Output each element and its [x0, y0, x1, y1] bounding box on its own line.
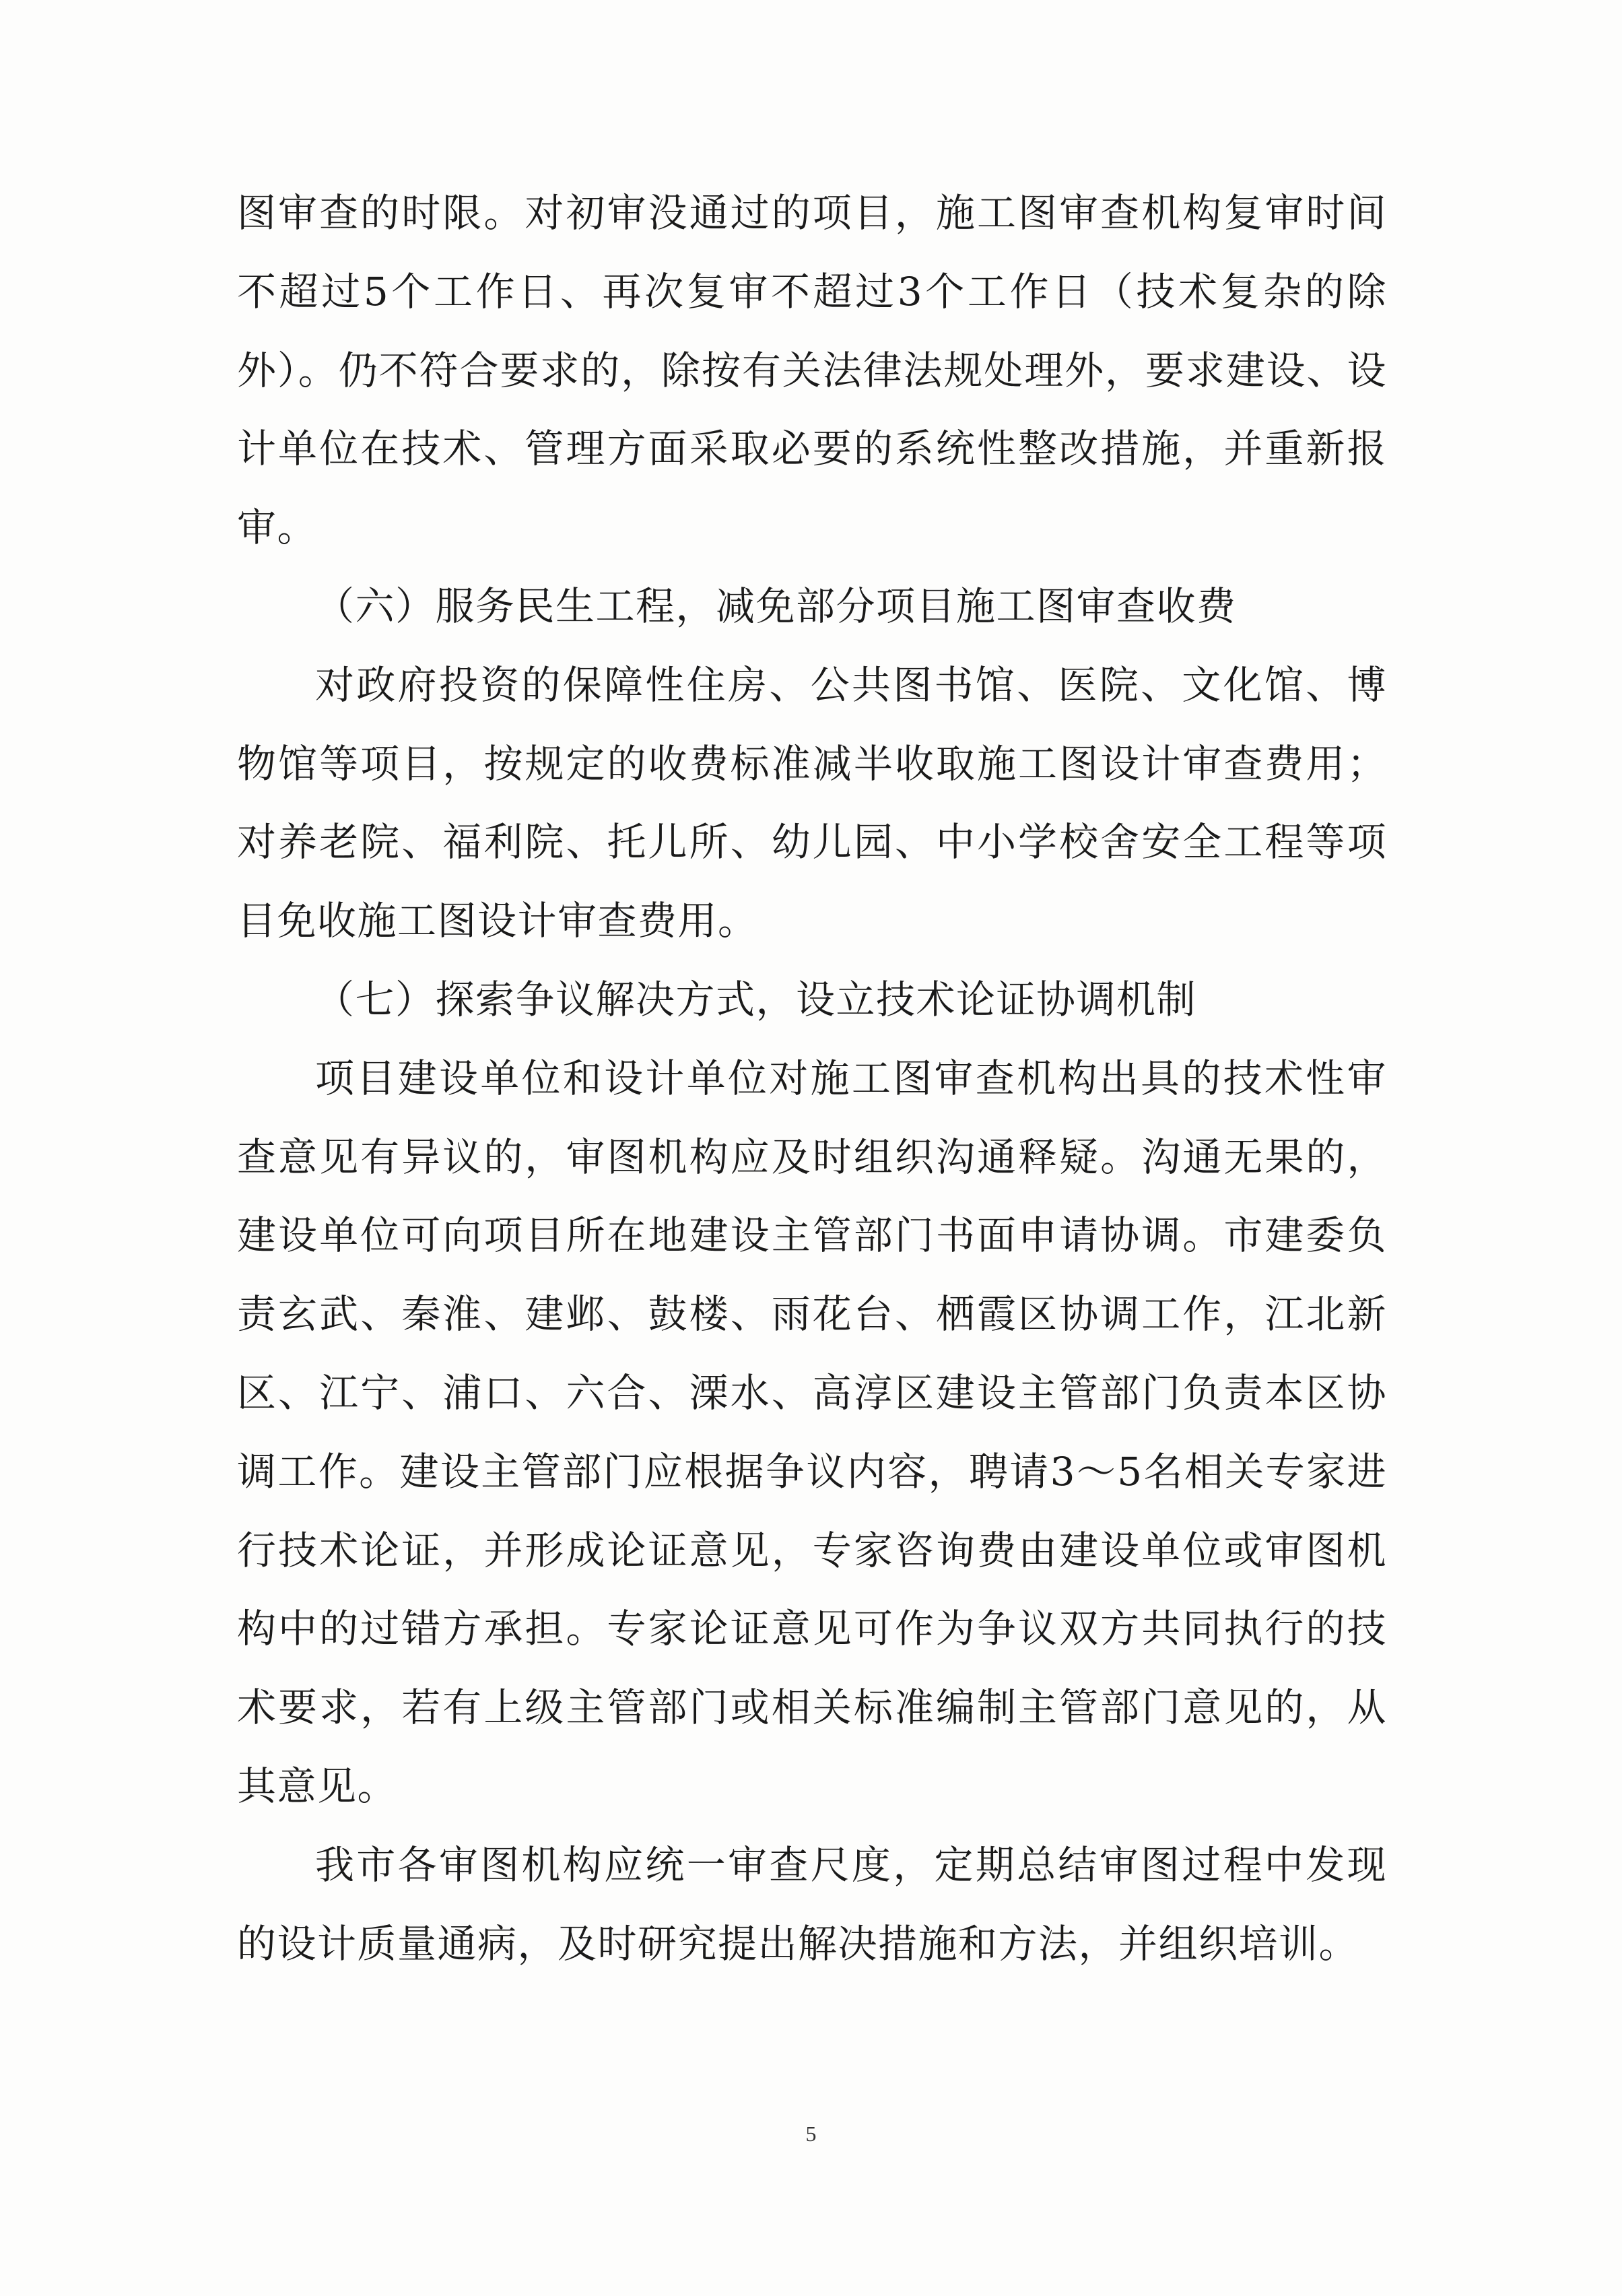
body-text [237, 174, 1387, 1983]
section-heading-six: （六）服务民生工程，减免部分项目施工图审查收费 [315, 583, 1237, 629]
paragraph-review-standards: 我市各审图机构应统一审查尺度，定期总结审图过程中发现的设计质量通病，及时研究提出解决措施和方法，并组织培训。 [237, 1841, 1387, 1967]
paragraph-fee-reduction: 对政府投资的保障性住房、公共图书馆、医院、文化馆、博物馆等项目，按规定的收费标准减半收取施工图设计审查费用；对养老院、福利院、托儿所、幼儿园、中小学校舍安全工程等项目免收施工图设计审查费用。 [237, 661, 1387, 944]
page-number: 5 [805, 2122, 817, 2146]
section-heading-seven: （七）探索争议解决方式，设立技术论证协调机制 [315, 976, 1197, 1022]
paragraph-dispute-resolution: 项目建设单位和设计单位对施工图审查机构出具的技术性审查意见有异议的，审图机构应及时组织沟通释疑。沟通无果的，建设单位可向项目所在地建设主管部门书面申请协调。市建委负责玄武、秦淮、建邺、鼓楼、雨花台、栖霞区协调工作，江北新区、江宁、浦口、六合、溧水、高淳区建设主管部门负责本区协调工作。建设主管部门应根据争议内容，聘请3～5名相关专家进行技术论证，并形成论证意见，专家咨询费由建设单位或审图机构中的过错方承担。专家论证意见可作为争议双方共同执行的技术要求，若有上级主管部门或相关标准编制主管部门意见的，从其意见。 [237, 1055, 1387, 1809]
paragraph-review-time-limit: 图审查的时限。对初审没通过的项目，施工图审查机构复审时间不超过5个工作日、再次复审不超过3个工作日（技术复杂的除外）。仍不符合要求的，除按有关法律法规处理外，要求建设、设计单位在技术、管理方面采取必要的系统性整改措施，并重新报审。 [237, 190, 1387, 551]
